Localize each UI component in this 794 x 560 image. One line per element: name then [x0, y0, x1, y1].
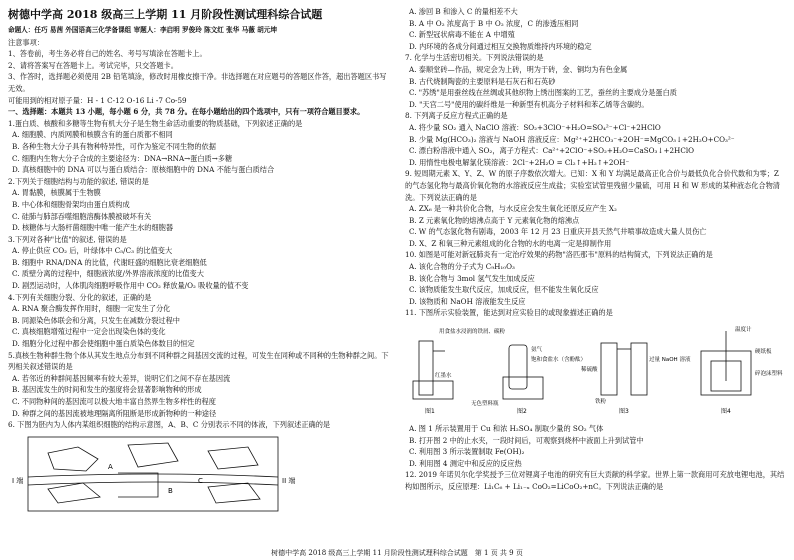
answer-option: D. 用惰性电极电解氯化镁溶液：2Cl⁻+2H₂O = Cl₂↑+H₂↑+2OH⁻ — [409, 157, 630, 167]
answer-option: A. 若邻近的种群间基因频率有较大差异，说明它们之间不存在基因流 — [12, 373, 231, 383]
left-question-list — [8, 118, 391, 431]
answer-option: B. 中心体和细胞骨架均由蛋白质构成 — [12, 199, 130, 209]
answer-option: A. RNA 聚合酶发挥作用时，细胞一定发生了分化 — [12, 304, 171, 314]
right-column — [405, 6, 788, 493]
answer-option: D. 细胞分化过程中都会使细胞中蛋白质染色体数目的恒定 — [12, 339, 195, 349]
question-stem: 7. 化学与生活密切相关。下列说法错误的是 — [405, 53, 544, 63]
figure-6 — [8, 433, 391, 515]
answer-option: C. 细胞内生物大分子合成的主要途径为：DNA→RNA→蛋白质→多糖 — [12, 153, 233, 163]
answer-option: A. 该化合物的分子式为 C₉H₁₀O₃ — [409, 262, 515, 272]
tissue-diagram — [8, 433, 308, 515]
left-column — [8, 6, 391, 517]
question-stem: 2.下列关于细胞结构与功能的叙述, 错误的是 — [8, 176, 149, 186]
answer-option: D. X、Z 和氧三种元素组成的化合物的水的电离一定是抑制作用 — [409, 238, 612, 248]
question-stem: 12. 2019 年诺贝尔化学奖授予三位对锂离子电池的研究有巨大贡献的科学家。世界上第一款商用可充放电锂电池，其结构如图所示，反应原理：Li₁C₆ + Li₁₋ₓ CoO₂=LiCoO₂+nC。下列说法正确的是 — [405, 470, 785, 491]
answer-option: A. ZX₆ 是一种共价化合物，与水反应会发生氧化还原反应产生 X₂ — [409, 204, 617, 214]
answer-option: B. A 中 O₂ 浓度高于 B 中 O₂ 浓度，C 的渗透压相同 — [409, 18, 579, 28]
right-question-list-2 — [405, 423, 788, 493]
answer-option: C. "苏绣"是用蚕丝线在丝绸或其他织物上绣出图案的工艺，蚕丝的主要成分是蛋白质 — [409, 88, 677, 98]
answer-option: D. 核糖体与大肠杆菌细胞中唯一能产生水的细胞器 — [12, 223, 174, 233]
fig11-label-11: 碎泡沫塑料 — [755, 371, 783, 378]
fig11-label-2: 红墨水 — [435, 373, 452, 380]
answer-option: A. 渗回 B 和渗入 C 的量相差不大 — [409, 7, 518, 16]
fig11-label-9: 温度计 — [735, 327, 752, 334]
question-stem: 1.蛋白质、核酸和多糖等生物有机大分子是生物生命活动重要的物质基础，下列叙述正确的是 — [8, 118, 303, 128]
answer-option: D. 利用图 4 测定中和反应的反应热 — [409, 458, 522, 468]
fig6-label-b: B — [168, 486, 173, 495]
answer-option: D. 剧烈运动时，人体肌肉细胞呼吸作用中 CO₂ 释放量/O₂ 吸收量的值不变 — [12, 281, 249, 291]
fig11-label-10: 硬纸板 — [755, 349, 772, 356]
answer-option: C. 新型冠状病毒不能在 A 中增殖 — [409, 30, 515, 40]
fig6-label-c: C — [198, 476, 203, 485]
answer-option: C. 硅肺与肺部吞噬细胞溶酶体膜被破坏有关 — [12, 211, 152, 221]
question-stem: 8. 下列离子反应方程式正确的是 — [405, 111, 508, 121]
answer-option: A. 将少量 SO₂ 通入 NaClO 溶液：SO₂+3ClO⁻+H₂O=SO₄²⁻+Cl⁻+2HClO — [409, 122, 661, 132]
answer-option: B. Z 元素氧化物的熔沸点高于 Y 元素氧化物的熔沸点 — [409, 215, 580, 225]
apparatus-figures — [405, 321, 788, 421]
fig11-label-4: 饱和食盐水（含酚酞） — [531, 357, 587, 364]
answer-option: D. 该物质和 NaOH 溶液能发生反应 — [409, 296, 526, 306]
answer-option: A. 细胞膜、内质网膜和核膜含有的蛋白质都不相同 — [12, 130, 173, 140]
answer-option: A. 泰顺堂砖—作品，规定会为上砖，明为于砖，金、铜均为有色金属 — [409, 64, 628, 74]
question-stem: 6. 下图为胚内为人体内某组织细胞的结构示意图，A、B、C 分别表示不同的体液，下列叙述正确的是 — [8, 420, 331, 430]
answer-option: B. 细胞中 RNA/DNA 的比值，代谢旺盛的细胞比衰老细胞低 — [12, 257, 207, 267]
author-line: 命题人：任巧 易茜 外国语高三化学备课组 审题人：李启明 罗俊玲 陈文红 张华 马薇 胡元坤 — [8, 26, 277, 34]
answer-option: B. 基因流发生的时间和发生的强度将会显著影响物种的形成 — [12, 385, 202, 395]
notice-title: 注意事项： — [8, 37, 44, 47]
answer-option: C. 真核细胞增殖过程中一定会出现染色体的变化 — [12, 327, 166, 337]
question-stem: 9. 短周期元素 X、Y、Z、W 的原子序数依次增大。已知：X 和 Y 均满足最高正化合价与最低负化合价代数和为零；Z 的气态氢化物与最高价氧化物的水溶液反应生成盐；实验室试管里残留少量硫，可用 H 和 W 形成的某种液态化合物清洗。下列说法正确的是 — [405, 169, 780, 202]
answer-option: A. 图 1 所示装置用于 Cu 和浓 H₂SO₄ 制取少量的 SO₂ 气体 — [409, 424, 604, 434]
fig6-label-right: II 端 — [282, 476, 296, 485]
fig6-label-left: I 端 — [12, 476, 24, 485]
answer-option: C. W 的气态氢化物有剧毒，2003 年 12 月 23 日重庆开县天然气井喷事故造成大量人员伤亡 — [409, 227, 707, 237]
answer-option: B. 该化合物与 3mol 氢气发生加成反应 — [409, 273, 535, 283]
fig11-label-1: 用食盐水浸润的铁屑、碳粉 — [439, 329, 506, 336]
notice-2: 2、请将答案写在答题卡上。考试完毕，只交答题卡。 — [8, 60, 178, 70]
answer-option: B. 同源染色体联会和分离，只发生在减数分裂过程中 — [12, 315, 180, 325]
fig11-caption-4: 图4 — [721, 408, 731, 416]
fig11-caption-1: 图1 — [425, 408, 435, 416]
answer-option: C. 利用图 3 所示装置制取 Fe(OH)₂ — [409, 447, 525, 457]
answer-option: B. 各种生物大分子具有物种特异性，可作为鉴定不同生物的依据 — [12, 141, 216, 151]
fig11-label-3: 氨气 — [531, 347, 543, 354]
fig11-caption-3: 图3 — [619, 408, 629, 416]
page-footer: 树德中学高 2018 级高三上学期 11 月阶段性测试理科综合试题 第 1 页 共 9 页 — [271, 549, 523, 557]
atomic-mass-line: 可能用到的相对原子量：H - 1 C-12 O-16 Li -7 Co-59 — [8, 95, 187, 105]
section-heading: 一、选择题：本题共 13 小题，每小题 6 分，共 78 分。在每小题给出的四个选项中，只有一项符合题目要求。 — [8, 107, 365, 117]
question-stem: 10. 如图是可能对新冠肺炎有一定治疗效果的药物"洛匹那韦"原料的结构简式，下列说法正确的是 — [405, 250, 713, 260]
question-stem: 4.下列有关细胞分裂、分化的叙述，正确的是 — [8, 292, 152, 302]
page-title: 树德中学高 2018 级高三上学期 11 月阶段性测试理科综合试题 — [8, 8, 323, 21]
answer-option: A. 停止供应 CO₂ 后，叶绿体中 C₅/C₃ 的比值变大 — [12, 246, 173, 256]
answer-option: D. 内环境的各成分间通过相互交换物质维持内环境的稳定 — [409, 41, 592, 51]
answer-option: B. 少量 Mg(HCO₃)₂ 溶液与 NaOH 溶液反应：Mg²⁺+2HCO₃⁻+2OH⁻=MgCO₃↓+2H₂O+CO₃²⁻ — [409, 134, 735, 144]
answer-option: C. 质壁分离的过程中，细胞液浓度/外界溶液浓度的比值变大 — [12, 269, 204, 279]
answer-option: D. "天宫二号"使用的碳纤维是一种新型有机高分子材料和苯乙烯等含碳的。 — [409, 99, 649, 109]
answer-option: C. 不同物种间的基因流可以极大地丰富自然界生物多样性的程度 — [12, 397, 216, 406]
answer-option: B. 打开图 2 中的止水夹，一段时间后，可观察到烧杯中液面上升到试管中 — [409, 435, 644, 445]
fig11-label-5: 无色塑料瓶 — [471, 401, 499, 408]
fig11-caption-2: 图2 — [517, 408, 527, 416]
answer-option: D. 真核细胞中的 DNA 可以与蛋白质结合：原核细胞中的 DNA 不能与蛋白质结合 — [12, 165, 275, 175]
fig11-label-8: 铁粉 — [595, 399, 607, 406]
notice-3: 3、作答时，选择题必须使用 2B 铅笔填涂，修改时用橡皮擦干净。非选择题在对应题号的答题区作答，超出答题区书写无效。 — [8, 72, 387, 93]
question-stem: 3.下列对各种"比值"的叙述, 错误的是 — [8, 234, 127, 244]
notice-1: 1、答卷前，考生务必将自己的姓名、考号写填涂在答题卡上。 — [8, 49, 207, 59]
figure-11 — [405, 321, 788, 421]
answer-option: D. 种群之间的基因流被地理隔离所阻断是形成新物种的一种途径 — [12, 408, 217, 418]
fig11-label-6: 稀硫酸 — [581, 367, 598, 374]
answer-option: B. 古代烧制陶瓷的主要原料是石灰石和石英砂 — [409, 76, 556, 86]
question-stem: 11. 下图所示实验装置，能达到对应实验目的或现象描述正确的是 — [405, 308, 613, 318]
answer-option: A. 胃黏膜，核膜属于生物膜 — [12, 188, 101, 198]
answer-option: C. 该物质能发生取代反应，加成反应，但不能发生氧化反应 — [409, 285, 599, 295]
answer-option: C. 漂白粉溶液中通入 SO₂，离子方程式：Ca²⁺+2ClO⁻+SO₂+H₂O=CaSO₃↓+2HClO — [409, 146, 695, 156]
right-question-list — [405, 6, 788, 319]
fig6-label-a: A — [108, 462, 113, 471]
fig11-label-7: 过量 NaOH 溶液 — [649, 357, 691, 364]
question-stem: 5.真核生物种群生物个体从其发生地点分布到不同种群之间基因交流的过程，可发生在同种或不同种的生物种群之间。下列相关叙述错误的是 — [8, 350, 389, 372]
